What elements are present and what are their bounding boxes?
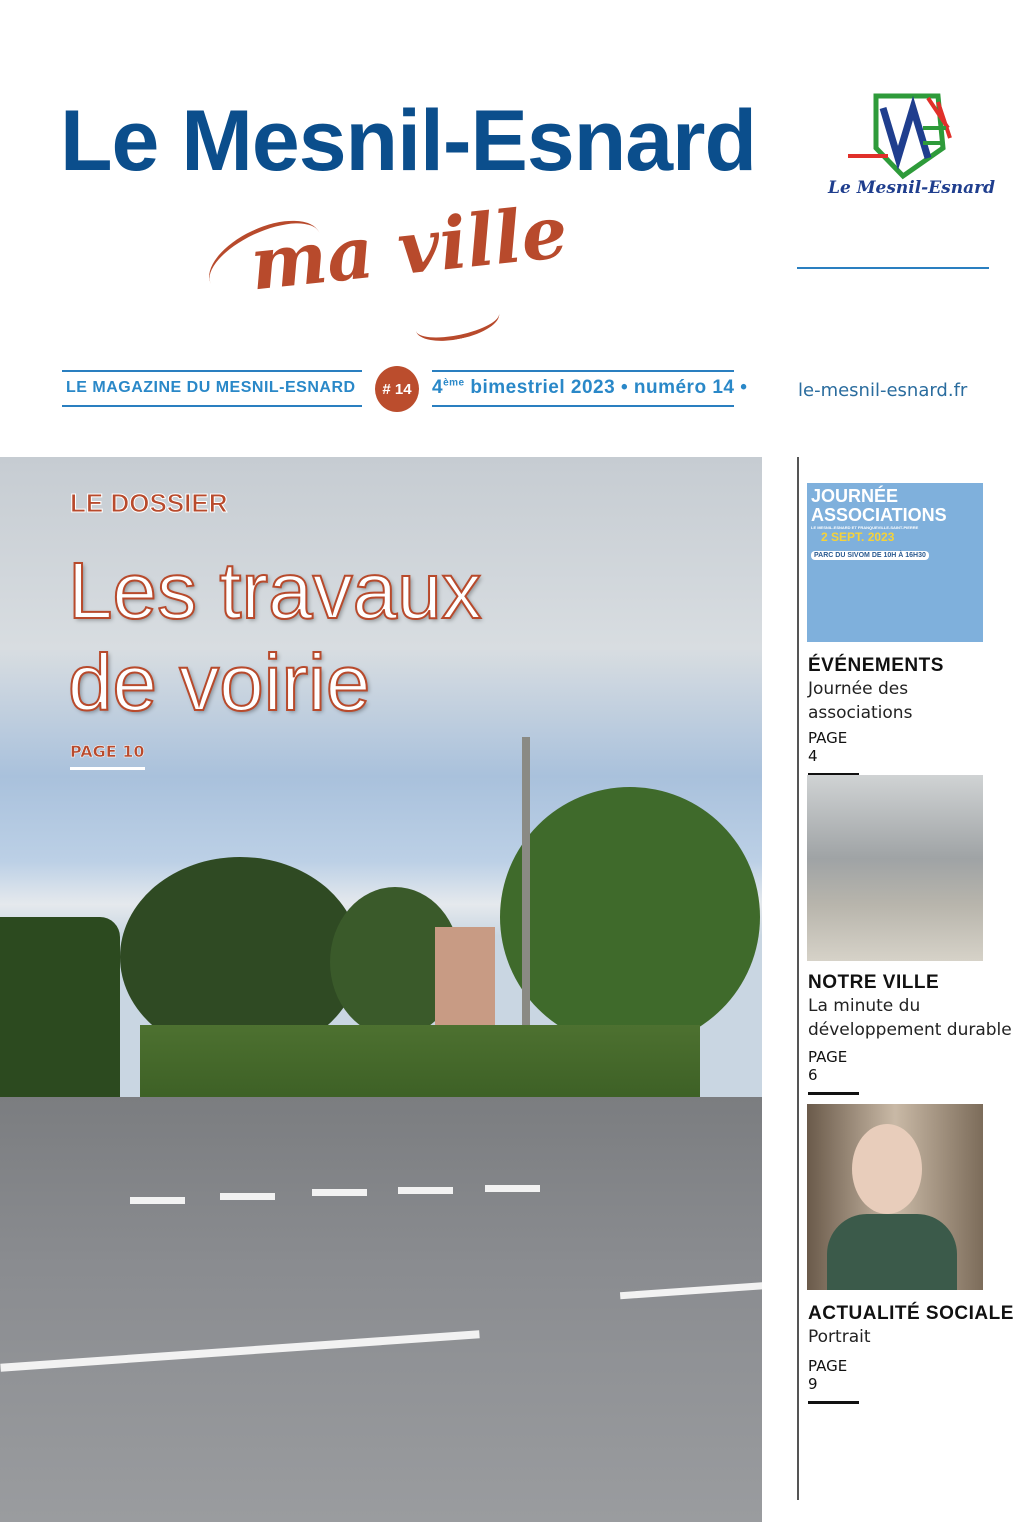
divider — [432, 370, 734, 372]
website-link[interactable]: le-mesnil-esnard.fr — [798, 380, 968, 401]
card-page[interactable]: PAGE 4 — [808, 729, 859, 776]
card-page[interactable]: PAGE 9 — [808, 1357, 859, 1404]
card-desc: La minute du — [808, 996, 921, 1016]
road-marking — [485, 1185, 540, 1192]
poster-title: ASSOCIATIONS — [811, 505, 947, 525]
card-desc: développement durable — [808, 1020, 1012, 1040]
swoosh-bottom — [412, 297, 502, 348]
logo-text: Le Mesnil-Esnard — [828, 178, 995, 198]
road-marking — [220, 1193, 275, 1200]
period-rest: bimestriel 2023 • numéro 14 • — [464, 377, 748, 398]
sidebar-divider — [797, 457, 799, 1500]
portrait-face — [852, 1124, 922, 1214]
card-desc: Portrait — [808, 1327, 871, 1347]
magazine-subtitle: ma ville — [246, 188, 572, 307]
divider — [62, 405, 362, 407]
magazine-title: Le Mesnil-Esnard — [60, 93, 757, 189]
cover-headline — [68, 545, 482, 729]
divider — [432, 405, 734, 407]
poster-place: PARC DU SIVOM DE 10H À 16H30 — [811, 551, 929, 560]
headline-line: de voirie — [68, 638, 371, 727]
sidebar-card-actualite[interactable] — [808, 1303, 1014, 1404]
period-ordinal: 4 — [432, 377, 444, 398]
cover-page-ref[interactable]: PAGE 10 — [70, 742, 145, 770]
road-marking — [620, 1282, 762, 1299]
road — [0, 1097, 762, 1522]
poster-towns: LE MESNIL-ESNARD ET FRANQUEVILLE-SAINT-PIERRE — [811, 525, 919, 530]
divider — [797, 267, 989, 269]
road-marking — [398, 1187, 453, 1194]
period-sup: ème — [443, 377, 465, 389]
portrait-photo[interactable] — [807, 1104, 983, 1290]
building — [435, 927, 495, 1027]
sidebar-card-events[interactable] — [808, 655, 944, 776]
card-category: ÉVÉNEMENTS — [808, 655, 944, 676]
poster-image[interactable] — [807, 483, 983, 642]
section-kicker: LE DOSSIER — [70, 488, 228, 518]
card-category: ACTUALITÉ SOCIALE — [808, 1303, 1014, 1324]
magazine-label: LE MAGAZINE DU MESNIL-ESNARD — [66, 379, 356, 396]
tree — [500, 787, 760, 1047]
portrait-body — [827, 1214, 957, 1290]
card-desc: associations — [808, 703, 913, 723]
issue-period — [432, 377, 747, 399]
sidebar-card-notre-ville[interactable] — [808, 972, 1012, 1095]
card-desc: Journée des — [808, 679, 909, 699]
road-marking — [312, 1189, 367, 1196]
card-page[interactable]: PAGE 6 — [808, 1048, 859, 1095]
divider — [62, 370, 362, 372]
poster-date: 2 SEPT. 2023 — [821, 530, 895, 544]
poster-title: JOURNÉE — [811, 486, 899, 506]
road-marking — [130, 1197, 185, 1204]
headline-line: Les travaux — [68, 546, 482, 635]
issue-badge: # 14 — [375, 366, 419, 412]
kitchen-photo[interactable] — [807, 775, 983, 961]
road-marking — [0, 1330, 479, 1371]
card-category: NOTRE VILLE — [808, 972, 940, 993]
